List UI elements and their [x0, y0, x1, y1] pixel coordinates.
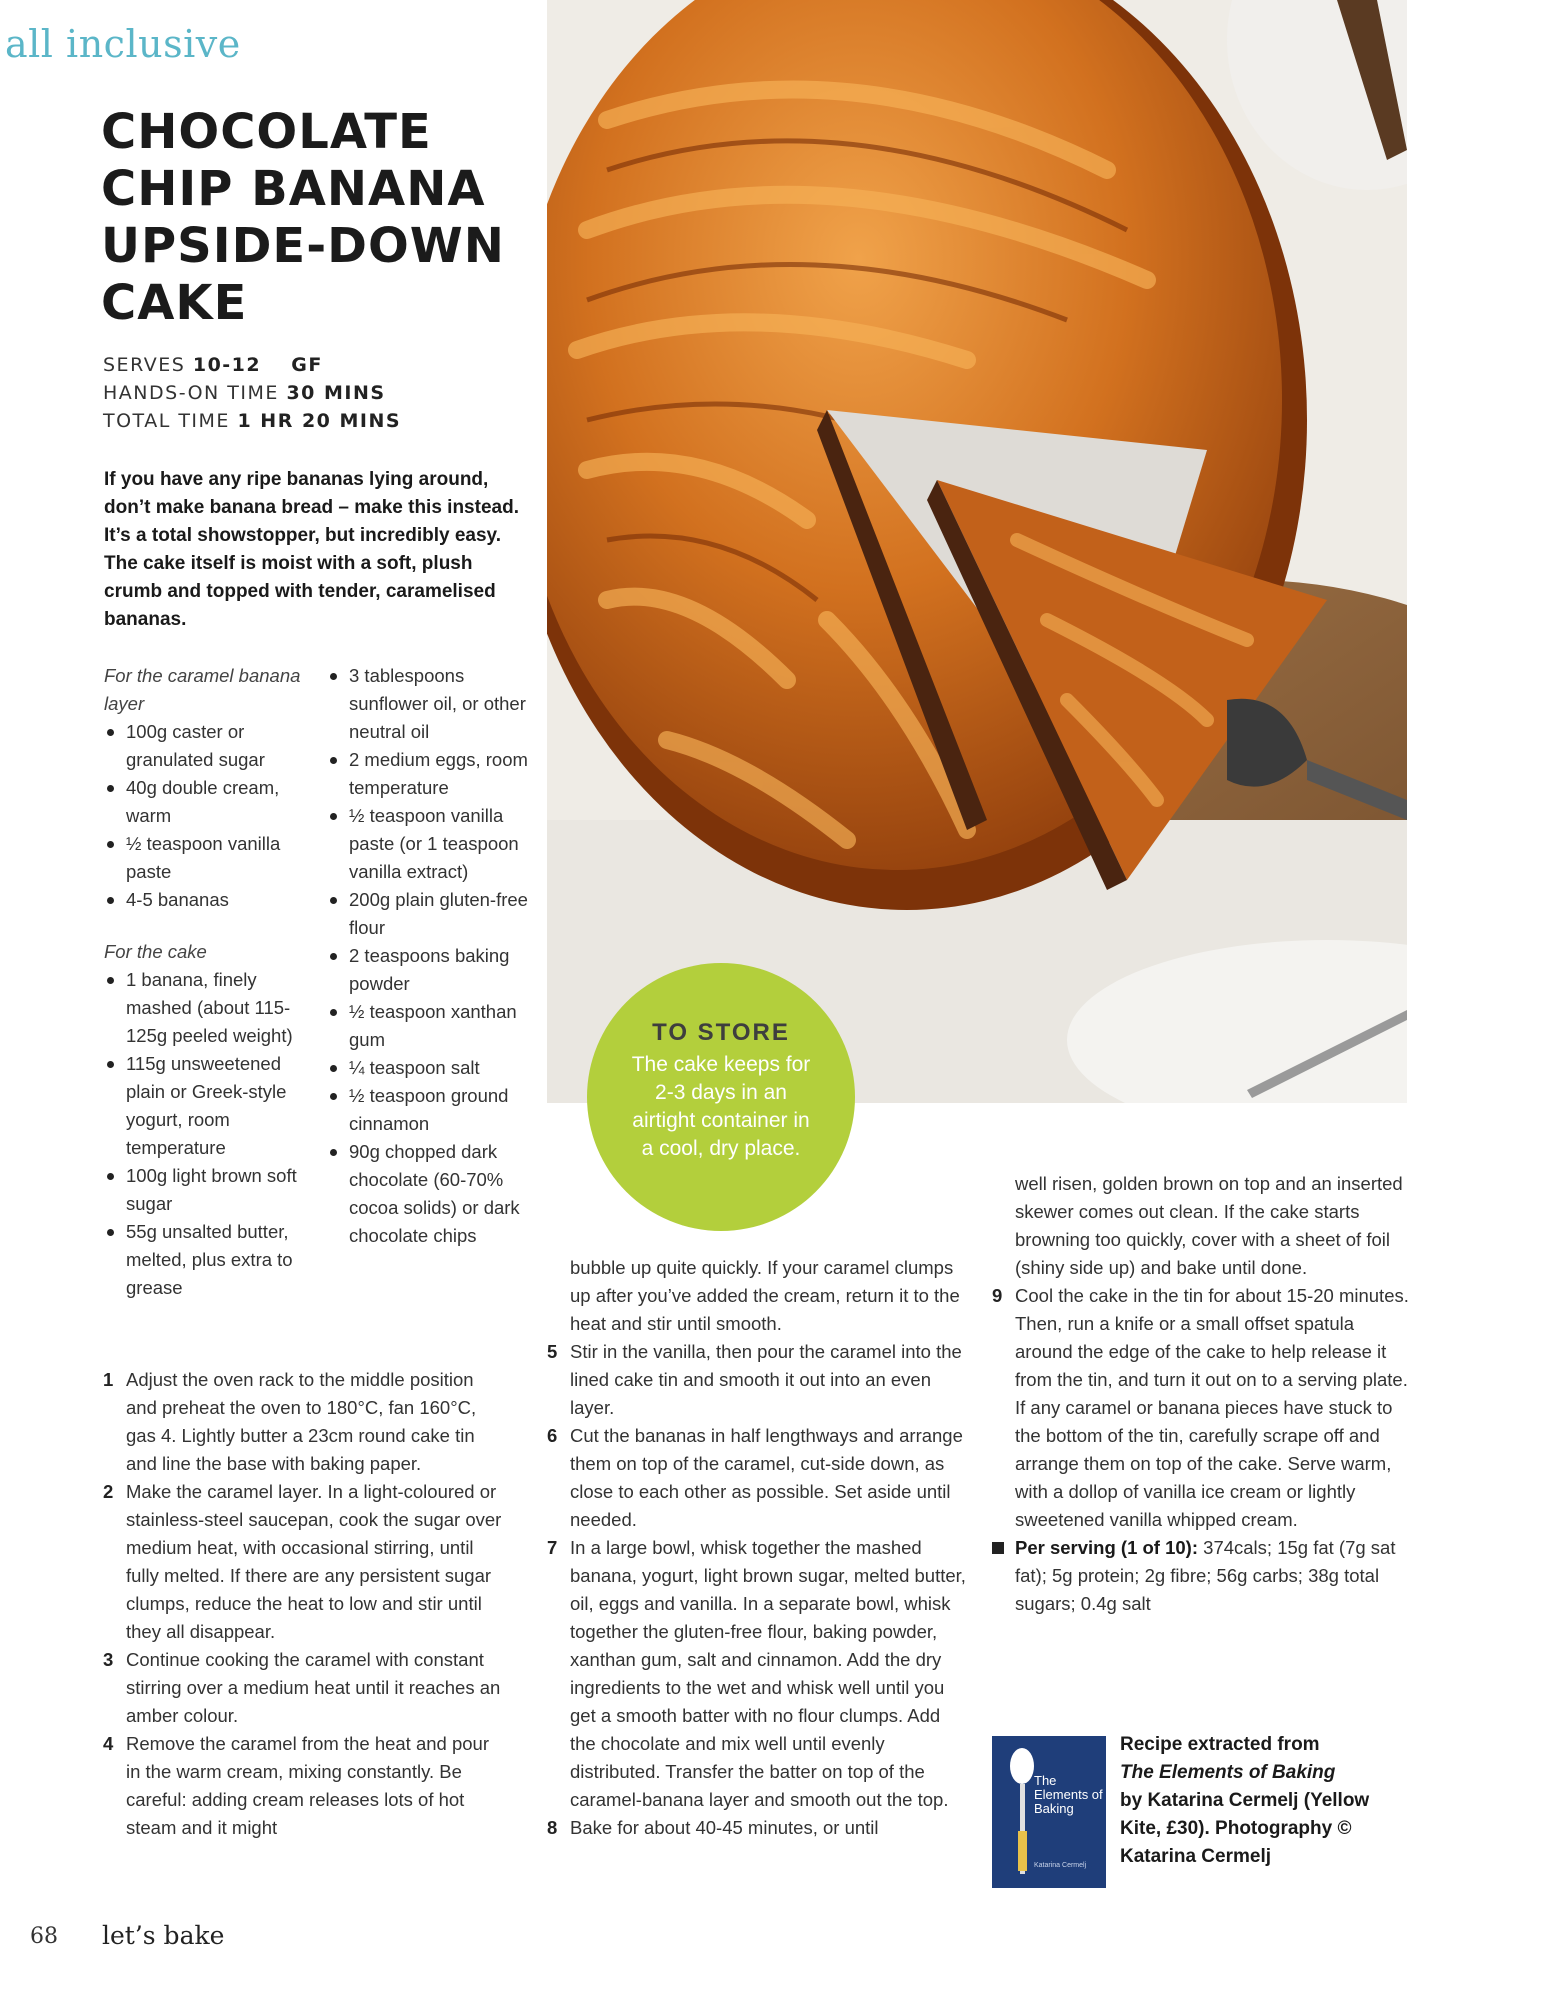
ingredient-item: 55g unsalted butter, melted, plus extra to grease: [104, 1218, 304, 1302]
to-store-text: The cake keeps for 2-3 days in an airtight container in a cool, dry place.: [631, 1053, 811, 1160]
nutrition-info: [992, 1534, 1412, 1618]
method-column-3: [992, 1170, 1412, 1618]
page-number: 68: [30, 1924, 58, 1949]
hands-on-label: HANDS-ON TIME: [103, 382, 279, 404]
ingredient-item: 3 tablespoons sunflower oil, or other neutral oil: [327, 662, 532, 746]
method-step-8: 8 Bake for about 40-45 minutes, or until: [547, 1817, 879, 1838]
total-time-value: 1 HR 20 MINS: [237, 410, 402, 432]
ingredient-item: ¼ teaspoon salt: [327, 1054, 532, 1082]
cake-photo: [547, 0, 1407, 1103]
to-store-badge: [587, 963, 855, 1231]
ingredients-column-a: [104, 662, 304, 1302]
to-store-title: TO STORE: [652, 1019, 790, 1046]
method-step-4: 4 Remove the caramel from the heat and pour in the warm cream, mixing constantly. Be careful: adding cream releases lots of hot steam and it might: [103, 1733, 489, 1838]
method-step-8-continued: well risen, golden brown on top and an inserted skewer comes out clean. If the cake starts browning too quickly, cover with a sheet of foil (shiny side up) and bake until done.: [1015, 1173, 1403, 1278]
nutrition-label: Per serving (1 of 10):: [1015, 1537, 1199, 1558]
serves-value: 10-12: [192, 354, 262, 376]
ingredient-item: 4-5 bananas: [104, 886, 304, 914]
method-column-1: [103, 1366, 508, 1842]
book-cover-author: Katarina Cermelj: [1034, 1862, 1087, 1869]
ingredient-item: 40g double cream, warm: [104, 774, 304, 830]
method-step-6: 6 Cut the bananas in half lengthways and arrange them on top of the caramel, cut-side down, as close to each other as possible. Set aside until needed.: [547, 1425, 963, 1530]
ingredient-item: ½ teaspoon xanthan gum: [327, 998, 532, 1054]
method-step-3: 3 Continue cooking the caramel with constant stirring over a medium heat until it reaches an amber colour.: [103, 1649, 501, 1726]
ingredient-item: 100g light brown soft sugar: [104, 1162, 304, 1218]
magazine-name: let’s bake: [102, 1921, 225, 1950]
method-step-2: 2 Make the caramel layer. In a light-coloured or stainless-steel saucepan, cook the sugar over medium heat, with occasional stirring, until fully melted. If there are any persistent sugar clumps, reduce the heat to low and stir until they all disappear.: [103, 1481, 502, 1642]
method-step-5: 5 Stir in the vanilla, then pour the caramel into the lined cake tin and smooth it out into an even layer.: [547, 1341, 962, 1418]
serves-label: SERVES: [103, 354, 186, 376]
intro-text: If you have any ripe bananas lying around, don’t make banana bread – make this instead. It’s a total showstopper, but incredibly easy. The cake itself is moist with a soft, plush crumb and topped with tender, caramelised bananas.: [104, 469, 519, 630]
ingredient-item: ½ teaspoon ground cinnamon: [327, 1082, 532, 1138]
total-time-line: [103, 410, 401, 432]
method-step-4-continued: bubble up quite quickly. If your caramel clumps up after you’ve added the cream, return it to the heat and stir until smooth.: [570, 1257, 960, 1334]
hands-on-value: 30 MINS: [286, 382, 386, 404]
credit-line3: by Katarina Cermelj (Yellow Kite, £30). Photography © Katarina Cermelj: [1120, 1790, 1370, 1867]
ingredient-item: 100g caster or granulated sugar: [104, 718, 304, 774]
ingredient-item: 1 banana, finely mashed (about 115-125g peeled weight): [104, 966, 304, 1050]
credit-book-title: The Elements of Baking: [1120, 1762, 1336, 1783]
ingredient-item: 90g chopped dark chocolate (60-70% cocoa solids) or dark chocolate chips: [327, 1138, 532, 1250]
brand-logo: all inclusive: [5, 22, 241, 66]
credit-line1: Recipe extracted from: [1120, 1734, 1320, 1755]
diet-badge: GF: [291, 354, 323, 376]
caramel-heading: For the caramel banana layer: [104, 665, 301, 714]
ingredient-item: 2 medium eggs, room temperature: [327, 746, 532, 802]
method-step-9: 9 Cool the cake in the tin for about 15-20 minutes. Then, run a knife or a small offset spatula around the edge of the cake to help release it from the tin, and turn it out on to a serving plate. If any caramel or banana pieces have stuck to the bottom of the tin, carefully scrape off and arrange them on top of the cake. Serve warm, with a dollop of vanilla ice cream or lightly sweetened vanilla whipped cream.: [992, 1285, 1409, 1530]
method-step-7: 7 In a large bowl, whisk together the mashed banana, yogurt, light brown sugar, melted butter, oil, eggs and vanilla. In a separate bowl, whisk together the gluten-free flour, baking powder, xanthan gum, salt and cinnamon. Add the dry ingredients to the wet and whisk well until you get a smooth batter with no flour clumps. Add the chocolate and mix well until evenly distributed. Transfer the batter on top of the caramel-banana layer and smooth out the top.: [547, 1537, 966, 1810]
ingredient-item: ½ teaspoon vanilla paste: [104, 830, 304, 886]
hands-on-line: [103, 382, 386, 404]
ingredient-item: 2 teaspoons baking powder: [327, 942, 532, 998]
cake-ingredients-a: [104, 966, 304, 1302]
total-time-label: TOTAL TIME: [103, 410, 230, 432]
method-step-1: 1 Adjust the oven rack to the middle position and preheat the oven to 180°C, fan 160°C, gas 4. Lightly butter a 23cm round cake tin and line the base with baking paper.: [103, 1369, 477, 1474]
nutrition-square-icon: [992, 1542, 1004, 1554]
caramel-ingredients: [104, 718, 304, 914]
ingredients-column-b: [327, 662, 532, 1250]
method-column-2: [547, 1254, 967, 1842]
book-cover: [992, 1736, 1106, 1888]
book-cover-title: The Elements of Baking: [1034, 1773, 1103, 1816]
serves-line: [103, 354, 323, 376]
ingredient-item: 200g plain gluten-free flour: [327, 886, 532, 942]
book-credit: [1120, 1731, 1380, 1871]
recipe-title: CHOCOLATE CHIP BANANA UPSIDE-DOWN CAKE: [101, 104, 505, 331]
ingredient-item: 115g unsweetened plain or Greek-style yogurt, room temperature: [104, 1050, 304, 1162]
ingredient-item: ½ teaspoon vanilla paste (or 1 teaspoon vanilla extract): [327, 802, 532, 886]
cake-ingredients-b: [327, 662, 532, 1250]
cake-heading: For the cake: [104, 941, 207, 962]
nutrition-values: 374cals; 15g fat (7g sat fat); 5g protein; 2g fibre; 56g carbs; 38g total sugars; 0.4g salt: [1015, 1537, 1396, 1614]
